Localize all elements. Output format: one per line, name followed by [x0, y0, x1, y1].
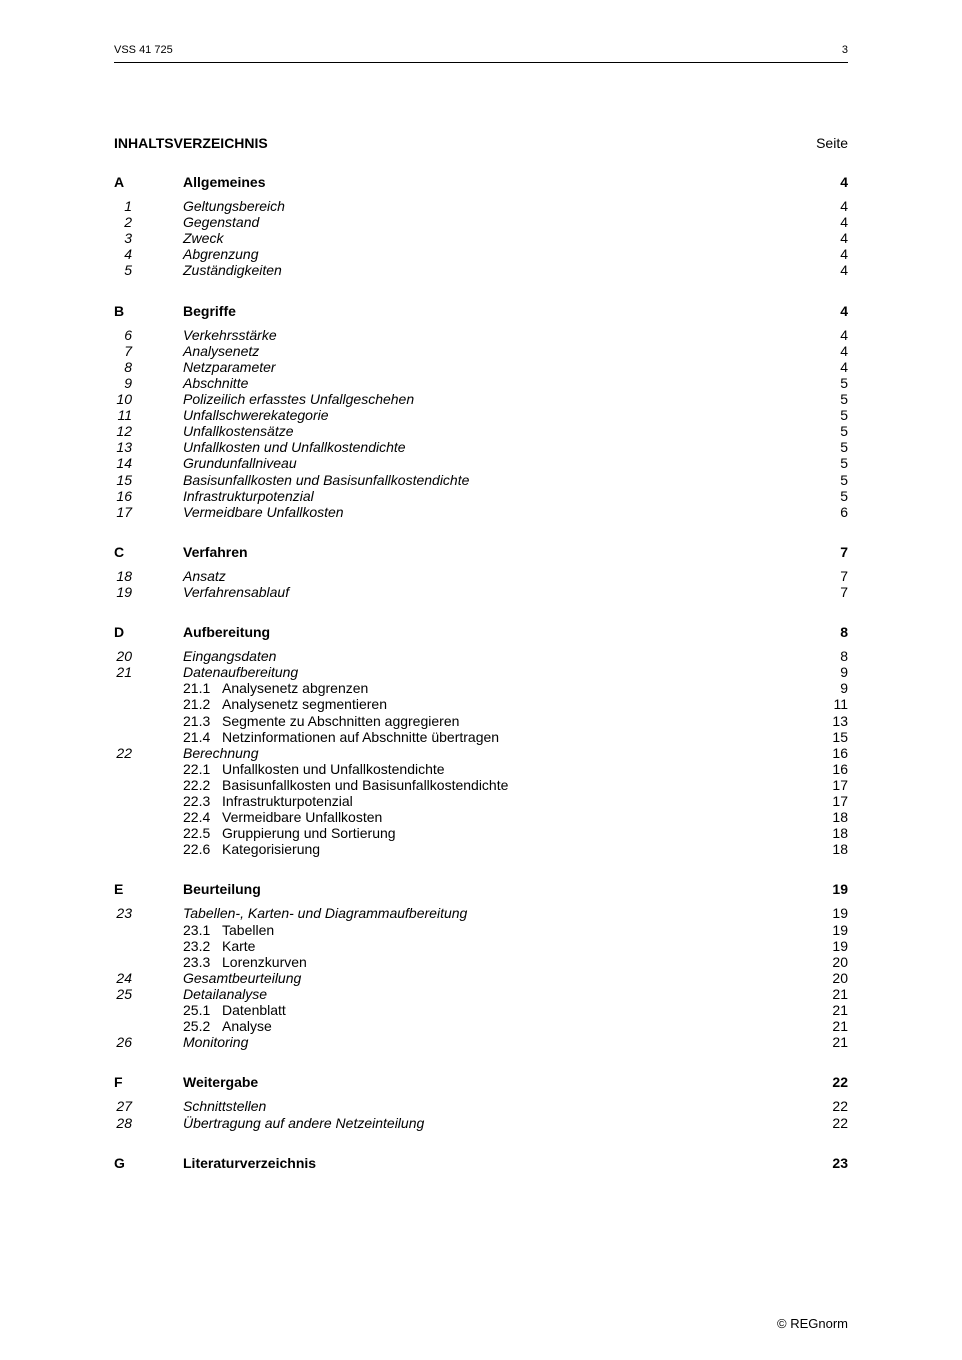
toc-subentry[interactable]: [114, 1002, 848, 1018]
entry-number: 11: [117, 407, 132, 424]
subentry-number: 25.2: [183, 1018, 211, 1035]
document-id: VSS 41 725: [114, 44, 173, 56]
subentry-label: Gruppierung und Sortierung: [222, 825, 396, 842]
entry-number: 8: [124, 358, 132, 375]
entry-label: Zuständigkeiten: [183, 262, 282, 279]
subentry-label: Analysenetz abgrenzen: [222, 680, 369, 697]
subentry-number: 23.3: [183, 953, 211, 970]
entry-label: Detailanalyse: [183, 985, 268, 1002]
toc-entry[interactable]: [114, 214, 848, 230]
entry-number: 14: [116, 455, 132, 472]
subentry-number: 21.1: [183, 680, 211, 697]
section-letter: B: [114, 302, 125, 319]
entry-page: 7: [840, 583, 848, 600]
entry-number: 21: [116, 664, 132, 681]
entry-number: 12: [116, 423, 132, 440]
toc-page-label: Seite: [816, 135, 848, 151]
entry-label: Datenaufbereitung: [183, 664, 299, 681]
entry-label: Übertragung auf andere Netzeinteilung: [183, 1114, 425, 1131]
toc-entry[interactable]: [114, 375, 848, 391]
entry-page: 4: [840, 358, 848, 375]
entry-label: Verkehrsstärke: [183, 326, 277, 343]
section-title: Weitergabe: [183, 1074, 259, 1091]
entry-number: 22: [116, 744, 132, 761]
entry-number: 3: [124, 230, 132, 247]
toc-entry[interactable]: [114, 423, 848, 439]
toc-entry[interactable]: [114, 439, 848, 455]
toc-section[interactable]: [114, 624, 848, 640]
section-page: 4: [840, 174, 848, 190]
entry-number: 15: [116, 471, 132, 488]
entry-number: 1: [124, 198, 132, 215]
section-letter: E: [114, 881, 124, 898]
section-page: 19: [832, 881, 848, 898]
toc-entry[interactable]: [114, 970, 848, 986]
entry-page: 21: [832, 985, 848, 1002]
toc-entry[interactable]: [114, 343, 848, 359]
table-of-contents: [114, 174, 848, 1179]
entry-label: Verfahrensablauf: [183, 583, 290, 600]
entry-number: 18: [116, 567, 132, 584]
entry-label: Netzparameter: [183, 358, 276, 375]
toc-entry[interactable]: [114, 1115, 848, 1131]
subentry-number: 23.1: [183, 921, 211, 938]
subentry-page: 15: [832, 728, 848, 745]
section-page: 23: [832, 1154, 848, 1171]
toc-subentry[interactable]: [114, 825, 848, 841]
subentry-label: Analysenetz segmentieren: [222, 696, 387, 713]
section-letter: D: [114, 624, 125, 641]
toc-subentry[interactable]: [114, 777, 848, 793]
toc-entry[interactable]: [114, 664, 848, 680]
section-letter: G: [114, 1154, 125, 1171]
subentry-number: 22.3: [183, 793, 211, 809]
toc-entry[interactable]: [114, 327, 848, 343]
entry-number: 7: [124, 342, 132, 359]
section-letter: F: [114, 1074, 123, 1091]
entry-number: 23: [116, 905, 132, 922]
section-title: Literaturverzeichnis: [183, 1154, 317, 1171]
entry-page: 16: [832, 744, 848, 761]
entry-label: Polizeilich erfasstes Unfallgeschehen: [183, 391, 415, 408]
section-title: Allgemeines: [183, 174, 266, 190]
subentry-number: 23.2: [183, 937, 211, 954]
entry-page: 5: [840, 374, 848, 391]
subentry-number: 22.6: [183, 841, 211, 858]
section-title: Aufbereitung: [183, 624, 271, 641]
entry-page: 4: [840, 198, 848, 215]
subentry-page: 17: [832, 776, 848, 793]
toc-entry[interactable]: [114, 407, 848, 423]
entry-label: Monitoring: [183, 1034, 249, 1051]
entry-label: Zweck: [183, 230, 224, 247]
entry-page: 4: [840, 230, 848, 247]
toc-entry[interactable]: [114, 584, 848, 600]
entry-label: Gegenstand: [183, 214, 260, 231]
toc-section[interactable]: [114, 174, 848, 190]
entry-page: 4: [840, 342, 848, 359]
subentry-label: Tabellen: [222, 921, 275, 938]
entry-page: 4: [840, 326, 848, 343]
entry-number: 4: [124, 246, 132, 263]
toc-subentry[interactable]: [114, 841, 848, 857]
subentry-number: 22.1: [183, 760, 211, 777]
subentry-page: 19: [832, 937, 848, 954]
toc-entry[interactable]: [114, 359, 848, 375]
entry-label: Geltungsbereich: [183, 198, 285, 215]
subentry-label: Basisunfallkosten und Basisunfallkostendichte: [222, 776, 509, 793]
entry-page: 9: [840, 664, 848, 681]
entry-label: Analysenetz: [183, 342, 260, 359]
entry-label: Vermeidbare Unfallkosten: [183, 503, 344, 520]
entry-number: 6: [124, 326, 132, 343]
subentry-number: 25.1: [183, 1002, 211, 1019]
section-page: 4: [840, 302, 848, 319]
subentry-number: 21.2: [183, 696, 211, 713]
entry-number: 27: [116, 1098, 132, 1115]
entry-label: Unfallkostensätze: [183, 423, 294, 440]
toc-heading: [114, 135, 848, 153]
entry-label: Unfallkosten und Unfallkostendichte: [183, 439, 406, 456]
subentry-page: 13: [832, 712, 848, 729]
entry-number: 9: [124, 374, 132, 391]
entry-page: 19: [832, 905, 848, 922]
entry-number: 16: [116, 487, 132, 504]
entry-page: 5: [840, 487, 848, 504]
section-title: Verfahren: [183, 543, 248, 560]
copyright-footer: © REGnorm: [777, 1316, 848, 1331]
toc-subentry[interactable]: [114, 938, 848, 954]
subentry-page: 18: [832, 841, 848, 858]
entry-number: 17: [116, 503, 132, 520]
entry-number: 13: [116, 439, 132, 456]
subentry-page: 11: [833, 696, 848, 713]
toc-section[interactable]: [114, 1074, 848, 1090]
toc-subentry[interactable]: [114, 922, 848, 938]
toc-subentry[interactable]: [114, 809, 848, 825]
toc-subentry[interactable]: [114, 680, 848, 696]
subentry-number: 22.4: [183, 809, 211, 826]
toc-section[interactable]: [114, 303, 848, 319]
toc-entry[interactable]: [114, 504, 848, 520]
toc-subentry[interactable]: [114, 793, 848, 809]
entry-page: 21: [832, 1034, 848, 1051]
toc-entry[interactable]: [114, 648, 848, 664]
subentry-page: 21: [832, 1018, 848, 1035]
subentry-label: Lorenzkurven: [222, 953, 307, 970]
subentry-label: Unfallkosten und Unfallkostendichte: [222, 760, 445, 777]
entry-page: 6: [840, 503, 848, 520]
entry-number: 25: [116, 985, 132, 1002]
entry-label: Unfallschwerekategorie: [183, 407, 329, 424]
toc-subentry[interactable]: [114, 696, 848, 712]
entry-label: Abgrenzung: [183, 246, 259, 263]
subentry-page: 16: [832, 760, 848, 777]
entry-page: 8: [840, 648, 848, 665]
entry-label: Schnittstellen: [183, 1098, 267, 1115]
entry-page: 22: [832, 1098, 848, 1115]
subentry-label: Karte: [222, 937, 256, 954]
toc-subentry[interactable]: [114, 729, 848, 745]
section-page: 22: [832, 1074, 848, 1091]
entry-page: 4: [840, 262, 848, 279]
section-letter: A: [114, 174, 125, 190]
toc-subentry[interactable]: [114, 1018, 848, 1034]
subentry-page: 21: [832, 1002, 848, 1019]
toc-subentry[interactable]: [114, 954, 848, 970]
subentry-page: 20: [832, 953, 848, 970]
entry-page: 5: [840, 455, 848, 472]
entry-label: Gesamtbeurteilung: [183, 969, 302, 986]
toc-entry[interactable]: [114, 246, 848, 262]
toc-entry[interactable]: [114, 391, 848, 407]
toc-entry[interactable]: [114, 1034, 848, 1050]
toc-subentry[interactable]: [114, 761, 848, 777]
entry-page: 20: [832, 969, 848, 986]
subentry-label: Netzinformationen auf Abschnitte übertragen: [222, 728, 500, 745]
toc-entry[interactable]: [114, 230, 848, 246]
entry-label: Eingangsdaten: [183, 648, 277, 665]
entry-number: 2: [124, 214, 132, 231]
entry-page: 5: [840, 439, 848, 456]
entry-number: 10: [116, 391, 132, 408]
toc-entry[interactable]: [114, 986, 848, 1002]
subentry-number: 21.4: [183, 728, 211, 745]
entry-number: 28: [116, 1114, 132, 1131]
page-header: [114, 44, 848, 63]
toc-entry[interactable]: [114, 905, 848, 921]
toc-entry[interactable]: [114, 488, 848, 504]
page-number: 3: [841, 44, 848, 56]
entry-number: 24: [116, 969, 132, 986]
section-title: Begriffe: [183, 302, 236, 319]
entry-page: 5: [840, 391, 848, 408]
section-title: Beurteilung: [183, 881, 261, 898]
subentry-number: 22.5: [183, 825, 211, 842]
entry-label: Tabellen-, Karten- und Diagrammaufbereitung: [183, 905, 468, 922]
entry-page: 4: [840, 246, 848, 263]
entry-page: 5: [840, 423, 848, 440]
toc-entry[interactable]: [114, 455, 848, 471]
toc-title: INHALTSVERZEICHNIS: [114, 135, 268, 151]
subentry-label: Infrastrukturpotenzial: [222, 793, 353, 809]
entry-label: Grundunfallniveau: [183, 455, 297, 472]
entry-page: 5: [840, 471, 848, 488]
entry-page: 22: [832, 1114, 848, 1131]
section-page: 8: [840, 624, 848, 641]
subentry-page: 19: [832, 921, 848, 938]
toc-section[interactable]: [114, 1155, 848, 1171]
subentry-label: Segmente zu Abschnitten aggregieren: [222, 712, 460, 729]
subentry-page: 18: [832, 809, 848, 826]
toc-subentry[interactable]: [114, 713, 848, 729]
entry-label: Infrastrukturpotenzial: [183, 487, 314, 504]
toc-entry[interactable]: [114, 745, 848, 761]
subentry-label: Analyse: [222, 1018, 272, 1035]
toc-entry[interactable]: [114, 262, 848, 278]
toc-entry[interactable]: [114, 472, 848, 488]
subentry-page: 9: [840, 680, 848, 697]
entry-number: 19: [116, 583, 132, 600]
subentry-page: 18: [832, 825, 848, 842]
toc-section[interactable]: [114, 544, 848, 560]
entry-number: 5: [124, 262, 132, 279]
subentry-label: Kategorisierung: [222, 841, 321, 858]
toc-section[interactable]: [114, 881, 848, 897]
entry-label: Berechnung: [183, 744, 259, 761]
entry-page: 4: [840, 214, 848, 231]
toc-entry[interactable]: [114, 1098, 848, 1114]
entry-label: Abschnitte: [183, 374, 249, 391]
toc-entry[interactable]: [114, 198, 848, 214]
entry-number: 26: [116, 1034, 132, 1051]
section-letter: C: [114, 543, 125, 560]
subentry-number: 21.3: [183, 712, 211, 729]
entry-page: 5: [840, 407, 848, 424]
subentry-page: 17: [832, 793, 848, 809]
section-page: 7: [840, 543, 848, 560]
entry-label: Ansatz: [183, 567, 226, 584]
subentry-label: Vermeidbare Unfallkosten: [222, 809, 383, 826]
subentry-number: 22.2: [183, 776, 211, 793]
entry-page: 7: [840, 567, 848, 584]
entry-label: Basisunfallkosten und Basisunfallkostendichte: [183, 471, 470, 488]
entry-number: 20: [116, 648, 132, 665]
subentry-label: Datenblatt: [222, 1002, 286, 1019]
toc-entry[interactable]: [114, 568, 848, 584]
